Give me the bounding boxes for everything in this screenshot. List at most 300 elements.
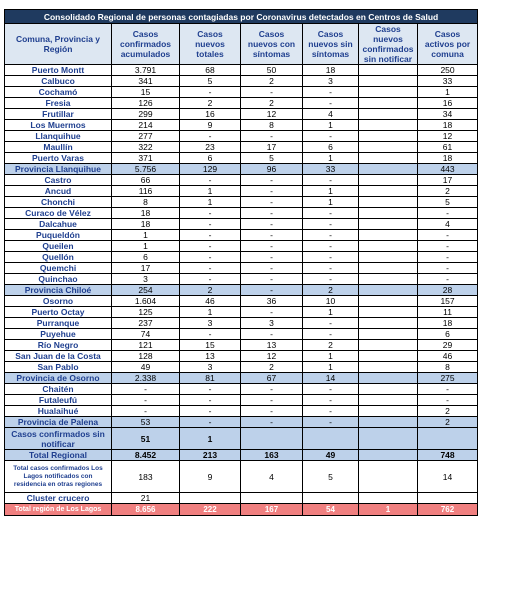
value-cell: 157: [418, 296, 478, 307]
value-cell: 1: [303, 120, 359, 131]
value-cell: 4: [241, 461, 303, 493]
value-cell: -: [303, 175, 359, 186]
value-cell: -: [303, 208, 359, 219]
value-cell: -: [418, 241, 478, 252]
value-cell: [359, 230, 418, 241]
value-cell: 49: [303, 450, 359, 461]
value-cell: -: [180, 230, 241, 241]
value-cell: 277: [112, 131, 180, 142]
value-cell: -: [180, 131, 241, 142]
value-cell: [241, 428, 303, 450]
table-row: [5, 241, 478, 252]
row-label: Dalcahue: [5, 219, 112, 230]
row-label: Puerto Octay: [5, 307, 112, 318]
value-cell: [359, 340, 418, 351]
row-label: Curaco de Vélez: [5, 208, 112, 219]
value-cell: -: [418, 274, 478, 285]
row-label: Puerto Montt: [5, 65, 112, 76]
value-cell: [359, 175, 418, 186]
value-cell: [359, 285, 418, 296]
value-cell: 15: [180, 340, 241, 351]
row-label: Quinchao: [5, 274, 112, 285]
value-cell: 299: [112, 109, 180, 120]
value-cell: 213: [180, 450, 241, 461]
value-cell: -: [180, 417, 241, 428]
value-cell: 6: [303, 142, 359, 153]
value-cell: 6: [418, 329, 478, 340]
row-label: Purranque: [5, 318, 112, 329]
value-cell: 3: [241, 318, 303, 329]
value-cell: 66: [112, 175, 180, 186]
value-cell: [418, 428, 478, 450]
value-cell: [359, 362, 418, 373]
value-cell: -: [303, 263, 359, 274]
table-row: [5, 307, 478, 318]
value-cell: -: [303, 329, 359, 340]
value-cell: -: [112, 395, 180, 406]
value-cell: -: [180, 208, 241, 219]
value-cell: 2: [180, 98, 241, 109]
value-cell: [359, 142, 418, 153]
value-cell: 1: [303, 351, 359, 362]
value-cell: 17: [112, 263, 180, 274]
value-cell: -: [241, 197, 303, 208]
value-cell: 8.656: [112, 504, 180, 516]
value-cell: [359, 450, 418, 461]
value-cell: 50: [241, 65, 303, 76]
value-cell: [303, 493, 359, 504]
value-cell: 322: [112, 142, 180, 153]
header-row: [5, 24, 478, 65]
value-cell: -: [180, 87, 241, 98]
row-label: Cluster crucero: [5, 493, 112, 504]
table-row: [5, 142, 478, 153]
value-cell: 3: [112, 274, 180, 285]
row-label: Total Regional: [5, 450, 112, 461]
value-cell: 18: [418, 318, 478, 329]
table-row: [5, 296, 478, 307]
value-cell: 23: [180, 142, 241, 153]
value-cell: [359, 153, 418, 164]
value-cell: 1: [180, 186, 241, 197]
value-cell: 49: [112, 362, 180, 373]
value-cell: 8.452: [112, 450, 180, 461]
value-cell: 5: [303, 461, 359, 493]
value-cell: 1: [112, 241, 180, 252]
value-cell: -: [241, 219, 303, 230]
value-cell: 9: [180, 461, 241, 493]
value-cell: 28: [418, 285, 478, 296]
header-cell: Casos nuevos con síntomas: [241, 24, 303, 65]
value-cell: -: [180, 274, 241, 285]
value-cell: -: [241, 208, 303, 219]
value-cell: 36: [241, 296, 303, 307]
value-cell: 3: [180, 318, 241, 329]
table-row: [5, 318, 478, 329]
value-cell: 2: [303, 340, 359, 351]
table-row: [5, 252, 478, 263]
value-cell: -: [303, 384, 359, 395]
value-cell: [359, 351, 418, 362]
value-cell: 3.791: [112, 65, 180, 76]
value-cell: 18: [112, 219, 180, 230]
value-cell: 12: [241, 109, 303, 120]
header-cell: Casos nuevos totales: [180, 24, 241, 65]
value-cell: -: [180, 252, 241, 263]
value-cell: 1: [303, 362, 359, 373]
value-cell: 53: [112, 417, 180, 428]
value-cell: [359, 65, 418, 76]
value-cell: [359, 131, 418, 142]
value-cell: [359, 274, 418, 285]
value-cell: [359, 109, 418, 120]
value-cell: 2: [303, 285, 359, 296]
row-label: Los Muermos: [5, 120, 112, 131]
value-cell: 125: [112, 307, 180, 318]
table-row: [5, 285, 478, 296]
value-cell: 13: [241, 340, 303, 351]
row-label: Chonchi: [5, 197, 112, 208]
value-cell: 16: [180, 109, 241, 120]
value-cell: 67: [241, 373, 303, 384]
row-label: Llanquihue: [5, 131, 112, 142]
value-cell: [359, 417, 418, 428]
value-cell: -: [180, 241, 241, 252]
value-cell: 8: [112, 197, 180, 208]
value-cell: 2: [180, 285, 241, 296]
value-cell: -: [303, 252, 359, 263]
value-cell: 16: [418, 98, 478, 109]
table-row: [5, 362, 478, 373]
value-cell: 14: [303, 373, 359, 384]
value-cell: 341: [112, 76, 180, 87]
value-cell: 1: [418, 87, 478, 98]
value-cell: 51: [112, 428, 180, 450]
value-cell: [359, 428, 418, 450]
row-label: Ancud: [5, 186, 112, 197]
value-cell: -: [180, 219, 241, 230]
value-cell: 222: [180, 504, 241, 516]
table-row: [5, 186, 478, 197]
value-cell: -: [241, 131, 303, 142]
table-row: [5, 373, 478, 384]
value-cell: [359, 164, 418, 175]
row-label: Provincia de Palena: [5, 417, 112, 428]
table-row: [5, 98, 478, 109]
row-label: Chaitén: [5, 384, 112, 395]
value-cell: [359, 76, 418, 87]
value-cell: 443: [418, 164, 478, 175]
row-label: Fresia: [5, 98, 112, 109]
value-cell: -: [241, 406, 303, 417]
value-cell: 2: [418, 406, 478, 417]
value-cell: -: [303, 230, 359, 241]
value-cell: 10: [303, 296, 359, 307]
table-row: [5, 208, 478, 219]
header-cell: Comuna, Provincia y Región: [5, 24, 112, 65]
table-row: [5, 406, 478, 417]
table-row: [5, 329, 478, 340]
value-cell: -: [303, 87, 359, 98]
value-cell: -: [241, 307, 303, 318]
value-cell: -: [418, 395, 478, 406]
value-cell: [303, 428, 359, 450]
table-row: [5, 230, 478, 241]
table-row: [5, 395, 478, 406]
value-cell: 5: [180, 76, 241, 87]
value-cell: 33: [418, 76, 478, 87]
value-cell: -: [303, 274, 359, 285]
value-cell: [359, 296, 418, 307]
table-row: [5, 76, 478, 87]
value-cell: 214: [112, 120, 180, 131]
row-label: Provincia Chiloé: [5, 285, 112, 296]
value-cell: -: [241, 329, 303, 340]
table-row: [5, 65, 478, 76]
value-cell: 1: [112, 230, 180, 241]
value-cell: [359, 373, 418, 384]
value-cell: [359, 406, 418, 417]
report-container: [4, 9, 477, 516]
value-cell: [359, 120, 418, 131]
table-row: [5, 428, 478, 450]
value-cell: -: [241, 263, 303, 274]
value-cell: 748: [418, 450, 478, 461]
table-row: [5, 417, 478, 428]
value-cell: [359, 87, 418, 98]
value-cell: 81: [180, 373, 241, 384]
value-cell: -: [303, 131, 359, 142]
value-cell: 17: [241, 142, 303, 153]
value-cell: [359, 252, 418, 263]
value-cell: [241, 493, 303, 504]
row-label: Cochamó: [5, 87, 112, 98]
header-cell: Casos nuevos sin síntomas: [303, 24, 359, 65]
value-cell: 68: [180, 65, 241, 76]
row-label: Puerto Varas: [5, 153, 112, 164]
value-cell: 34: [418, 109, 478, 120]
value-cell: 1.604: [112, 296, 180, 307]
value-cell: 129: [180, 164, 241, 175]
table-row: [5, 504, 478, 516]
value-cell: 18: [112, 208, 180, 219]
value-cell: 250: [418, 65, 478, 76]
value-cell: -: [180, 263, 241, 274]
row-label: Calbuco: [5, 76, 112, 87]
value-cell: 237: [112, 318, 180, 329]
value-cell: 54: [303, 504, 359, 516]
value-cell: [359, 241, 418, 252]
value-cell: 18: [303, 65, 359, 76]
value-cell: [359, 219, 418, 230]
row-label: Osorno: [5, 296, 112, 307]
value-cell: 18: [418, 120, 478, 131]
row-label: Quellón: [5, 252, 112, 263]
value-cell: 1: [180, 197, 241, 208]
value-cell: 762: [418, 504, 478, 516]
value-cell: [359, 307, 418, 318]
value-cell: 11: [418, 307, 478, 318]
value-cell: [359, 384, 418, 395]
value-cell: -: [241, 384, 303, 395]
value-cell: -: [180, 406, 241, 417]
value-cell: 254: [112, 285, 180, 296]
value-cell: -: [241, 285, 303, 296]
value-cell: [359, 493, 418, 504]
table-row: [5, 197, 478, 208]
row-label: Castro: [5, 175, 112, 186]
table-row: [5, 461, 478, 493]
value-cell: 1: [303, 197, 359, 208]
value-cell: [359, 329, 418, 340]
row-label: San Juan de la Costa: [5, 351, 112, 362]
table-row: [5, 263, 478, 274]
value-cell: -: [241, 241, 303, 252]
table-row: [5, 175, 478, 186]
value-cell: -: [180, 384, 241, 395]
value-cell: -: [180, 175, 241, 186]
value-cell: -: [418, 252, 478, 263]
table-row: [5, 219, 478, 230]
value-cell: 1: [303, 307, 359, 318]
value-cell: [359, 186, 418, 197]
table-row: [5, 384, 478, 395]
value-cell: [359, 318, 418, 329]
value-cell: -: [241, 252, 303, 263]
value-cell: 167: [241, 504, 303, 516]
row-label: Casos confirmados sin notificar: [5, 428, 112, 450]
value-cell: 1: [303, 186, 359, 197]
value-cell: -: [418, 230, 478, 241]
value-cell: 128: [112, 351, 180, 362]
row-label: Futaleufú: [5, 395, 112, 406]
row-label: Total casos confirmados Los Lagos notificados con residencia en otras regiones: [5, 461, 112, 493]
value-cell: -: [418, 263, 478, 274]
row-label: Maullín: [5, 142, 112, 153]
value-cell: -: [241, 274, 303, 285]
value-cell: 6: [180, 153, 241, 164]
value-cell: 5: [418, 197, 478, 208]
row-label: Provincia de Osorno: [5, 373, 112, 384]
title-row: [5, 10, 478, 24]
value-cell: 21: [112, 493, 180, 504]
value-cell: -: [180, 395, 241, 406]
value-cell: 2: [241, 76, 303, 87]
value-cell: 74: [112, 329, 180, 340]
value-cell: 1: [359, 504, 418, 516]
table-title: Consolidado Regional de personas contagiadas por Coronavirus detectados en Centros de Salud: [5, 10, 478, 24]
value-cell: 163: [241, 450, 303, 461]
value-cell: 3: [180, 362, 241, 373]
value-cell: [359, 208, 418, 219]
table-row: [5, 131, 478, 142]
value-cell: -: [303, 395, 359, 406]
value-cell: 116: [112, 186, 180, 197]
value-cell: 29: [418, 340, 478, 351]
row-label: Río Negro: [5, 340, 112, 351]
value-cell: -: [303, 219, 359, 230]
value-cell: 1: [180, 428, 241, 450]
table-row: [5, 120, 478, 131]
value-cell: 15: [112, 87, 180, 98]
table-row: [5, 351, 478, 362]
value-cell: 4: [418, 219, 478, 230]
value-cell: 14: [418, 461, 478, 493]
value-cell: 46: [418, 351, 478, 362]
value-cell: 1: [180, 307, 241, 318]
value-cell: 18: [418, 153, 478, 164]
value-cell: -: [241, 87, 303, 98]
value-cell: 12: [418, 131, 478, 142]
header-cell: Casos nuevos confirmados sin notificar: [359, 24, 418, 65]
value-cell: 12: [241, 351, 303, 362]
value-cell: 5: [241, 153, 303, 164]
value-cell: -: [180, 329, 241, 340]
value-cell: 275: [418, 373, 478, 384]
value-cell: 33: [303, 164, 359, 175]
value-cell: -: [112, 384, 180, 395]
value-cell: [359, 98, 418, 109]
value-cell: -: [303, 417, 359, 428]
value-cell: -: [241, 175, 303, 186]
value-cell: 13: [180, 351, 241, 362]
table-row: [5, 87, 478, 98]
value-cell: [359, 263, 418, 274]
value-cell: [359, 461, 418, 493]
value-cell: 5.756: [112, 164, 180, 175]
value-cell: -: [418, 384, 478, 395]
value-cell: -: [418, 208, 478, 219]
value-cell: -: [241, 417, 303, 428]
value-cell: 17: [418, 175, 478, 186]
value-cell: 1: [303, 153, 359, 164]
table-row: [5, 274, 478, 285]
header-cell: Casos confirmados acumulados: [112, 24, 180, 65]
value-cell: 183: [112, 461, 180, 493]
value-cell: -: [241, 186, 303, 197]
value-cell: 2: [241, 98, 303, 109]
table-row: [5, 450, 478, 461]
row-label: Hualaihué: [5, 406, 112, 417]
value-cell: 2: [241, 362, 303, 373]
value-cell: 3: [303, 76, 359, 87]
table-row: [5, 493, 478, 504]
cases-table: [4, 9, 478, 516]
row-label: Puqueldón: [5, 230, 112, 241]
value-cell: -: [303, 318, 359, 329]
row-label: Total región de Los Lagos: [5, 504, 112, 516]
row-label: Provincia Llanquihue: [5, 164, 112, 175]
value-cell: [359, 197, 418, 208]
value-cell: -: [112, 406, 180, 417]
value-cell: -: [303, 98, 359, 109]
value-cell: 6: [112, 252, 180, 263]
row-label: Quemchi: [5, 263, 112, 274]
row-label: Frutillar: [5, 109, 112, 120]
value-cell: 2: [418, 186, 478, 197]
value-cell: 121: [112, 340, 180, 351]
value-cell: -: [241, 230, 303, 241]
value-cell: 371: [112, 153, 180, 164]
value-cell: [418, 493, 478, 504]
value-cell: 9: [180, 120, 241, 131]
value-cell: 2: [418, 417, 478, 428]
value-cell: -: [303, 406, 359, 417]
value-cell: [180, 493, 241, 504]
value-cell: 8: [418, 362, 478, 373]
value-cell: 46: [180, 296, 241, 307]
table-row: [5, 164, 478, 175]
